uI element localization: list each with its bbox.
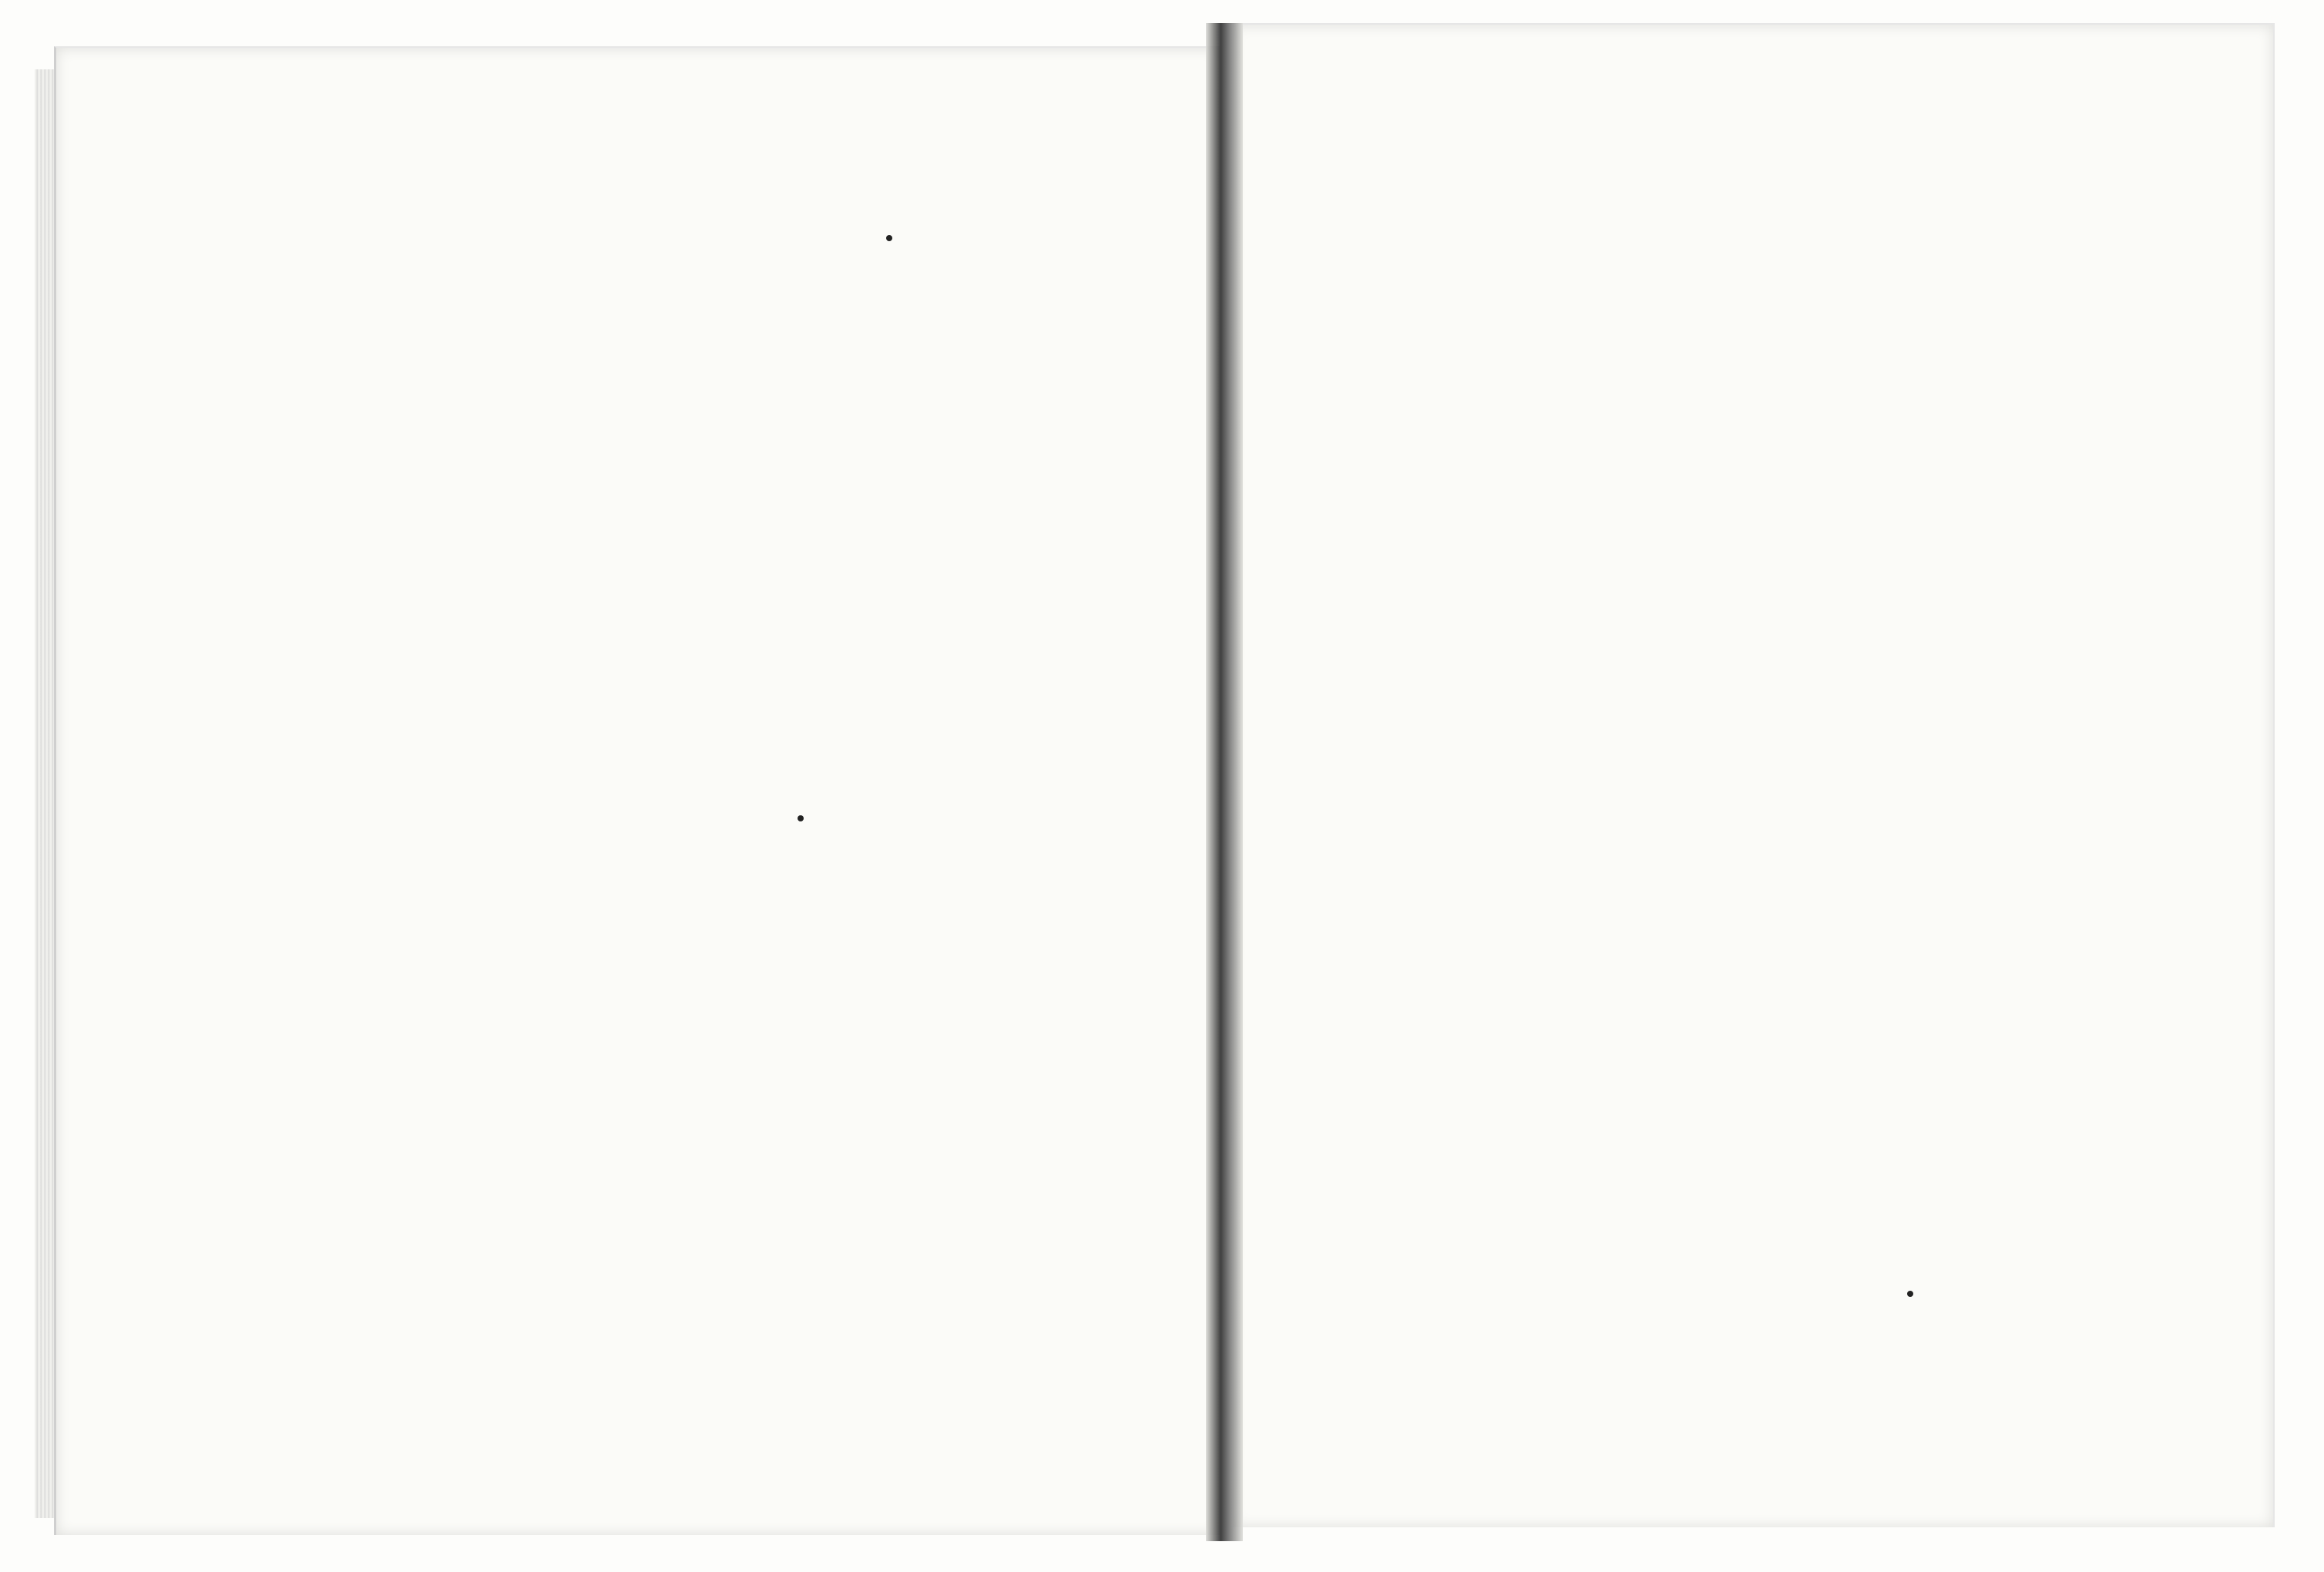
book-gutter: [1206, 23, 1243, 1541]
right-page-text: [1295, 177, 2289, 1456]
margin-dot: [886, 235, 892, 241]
left-page-text: [100, 185, 1179, 1464]
margin-dot: [1907, 1291, 1913, 1297]
margin-dot: [798, 815, 804, 821]
